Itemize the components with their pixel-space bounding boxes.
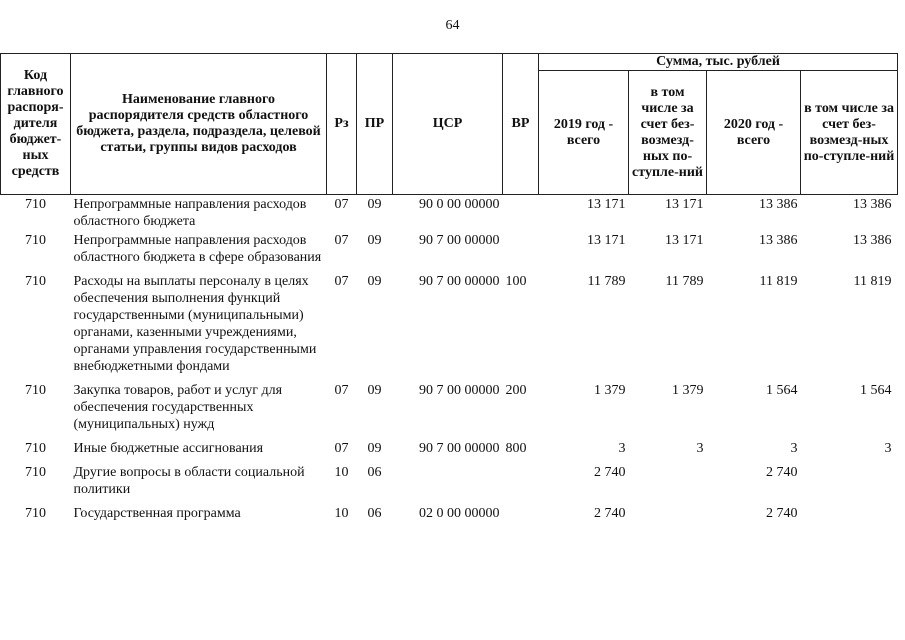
cell-2020-free: [801, 505, 898, 529]
cell-2019-total: 1 379: [594, 383, 626, 398]
cell-2020-free: 1 564: [860, 383, 892, 398]
cell-pr: 09: [367, 441, 382, 456]
cell-csr: 90 7 00 00000: [419, 274, 500, 289]
table-row: [1, 382, 898, 440]
header-sum: Сумма, тыс. рублей: [539, 54, 898, 71]
cell-rz: 07: [334, 197, 349, 212]
cell-name: Иные бюджетные ассигнования: [73, 441, 264, 456]
cell-2019-total: 2 740: [594, 506, 626, 521]
cell-csr: 90 7 00 00000: [419, 233, 500, 248]
budget-table: [0, 53, 898, 529]
cell-2020-total: 3: [790, 441, 798, 456]
cell-code: 710: [25, 197, 46, 212]
cell-2019-total: 13 171: [587, 197, 626, 212]
table-row: [1, 505, 898, 529]
cell-2019-free: [629, 464, 707, 505]
header-2020-total: 2020 год - всего: [707, 71, 801, 195]
cell-2020-total: 13 386: [759, 197, 798, 212]
cell-rz: 07: [334, 441, 349, 456]
page-number: 64: [445, 18, 460, 33]
cell-2020-total: 2 740: [766, 506, 798, 521]
header-2020-free: в том числе за счет без-возмезд-ных по-ступле-ний: [801, 71, 898, 195]
cell-vr: 800: [505, 441, 527, 456]
cell-2019-free: 13 171: [665, 197, 704, 212]
cell-2019-total: 13 171: [587, 233, 626, 248]
cell-csr: 02 0 00 00000: [419, 506, 500, 521]
header-vr: ВР: [503, 54, 539, 195]
cell-pr: 09: [367, 197, 382, 212]
cell-pr: 09: [367, 233, 382, 248]
cell-2020-free: 13 386: [853, 197, 892, 212]
cell-name: Другие вопросы в области социальной политики: [73, 465, 305, 497]
cell-2019-free: 11 789: [665, 274, 704, 289]
cell-code: 710: [25, 233, 46, 248]
cell-code: 710: [25, 441, 46, 456]
cell-rz: 10: [334, 465, 349, 480]
table-body: [1, 195, 898, 530]
cell-vr: [503, 232, 539, 273]
cell-code: 710: [25, 274, 46, 289]
cell-csr: 90 7 00 00000: [419, 383, 500, 398]
cell-vr: 200: [505, 383, 527, 398]
table-row: [1, 464, 898, 505]
cell-code: 710: [25, 383, 46, 398]
cell-2019-total: 2 740: [594, 465, 626, 480]
header-rz: Рз: [327, 54, 357, 195]
cell-name: Расходы на выплаты персоналу в целях обеспечения выполнения функций государственными (муниципальными) органами, казенными учреждениями, органами управления государственными внебюджетными фондами: [73, 274, 317, 374]
cell-2019-total: 3: [618, 441, 626, 456]
table-row: [1, 232, 898, 273]
cell-2020-free: 11 819: [853, 274, 892, 289]
cell-2020-free: 3: [884, 441, 892, 456]
cell-csr: 90 0 00 00000: [419, 197, 500, 212]
cell-csr: [393, 464, 503, 505]
cell-2020-total: 13 386: [759, 233, 798, 248]
cell-name: Непрограммные направления расходов областного бюджета: [73, 197, 307, 229]
cell-2019-free: 3: [696, 441, 704, 456]
header-pr: ПР: [357, 54, 393, 195]
cell-csr: 90 7 00 00000: [419, 441, 500, 456]
cell-2020-total: 11 819: [759, 274, 798, 289]
cell-rz: 07: [334, 233, 349, 248]
header-name: Наименование главного распорядителя средств областного бюджета, раздела, подраздела, целевой статьи, группы видов расходов: [71, 54, 327, 195]
cell-2020-total: 1 564: [766, 383, 798, 398]
cell-pr: 06: [367, 465, 382, 480]
table-row: [1, 195, 898, 233]
cell-rz: 07: [334, 274, 349, 289]
cell-pr: 06: [367, 506, 382, 521]
cell-code: 710: [25, 465, 46, 480]
cell-2019-free: 13 171: [665, 233, 704, 248]
cell-pr: 09: [367, 274, 382, 289]
header-2019-free: в том числе за счет без-возмезд-ных по-ступле-ний: [629, 71, 707, 195]
cell-2020-total: 2 740: [766, 465, 798, 480]
cell-vr: [503, 464, 539, 505]
cell-2019-free: 1 379: [672, 383, 704, 398]
cell-name: Непрограммные направления расходов областного бюджета в сфере образования: [73, 233, 322, 265]
cell-code: 710: [25, 506, 46, 521]
table-header: [1, 54, 898, 195]
header-csr: ЦСР: [393, 54, 503, 195]
table-row: [1, 273, 898, 382]
cell-name: Государственная программа: [73, 506, 241, 521]
header-code: Код главного распоря-дителя бюджет-ных средств: [1, 54, 71, 195]
table-row: [1, 440, 898, 464]
cell-vr: [503, 195, 539, 233]
cell-2019-free: [629, 505, 707, 529]
cell-rz: 10: [334, 506, 349, 521]
cell-2019-total: 11 789: [587, 274, 626, 289]
cell-2020-free: 13 386: [853, 233, 892, 248]
cell-name: Закупка товаров, работ и услуг для обеспечения государственных (муниципальных) нужд: [73, 383, 283, 432]
cell-rz: 07: [334, 383, 349, 398]
cell-pr: 09: [367, 383, 382, 398]
cell-vr: 100: [505, 274, 527, 289]
header-2019-total: 2019 год - всего: [539, 71, 629, 195]
cell-vr: [503, 505, 539, 529]
cell-2020-free: [801, 464, 898, 505]
